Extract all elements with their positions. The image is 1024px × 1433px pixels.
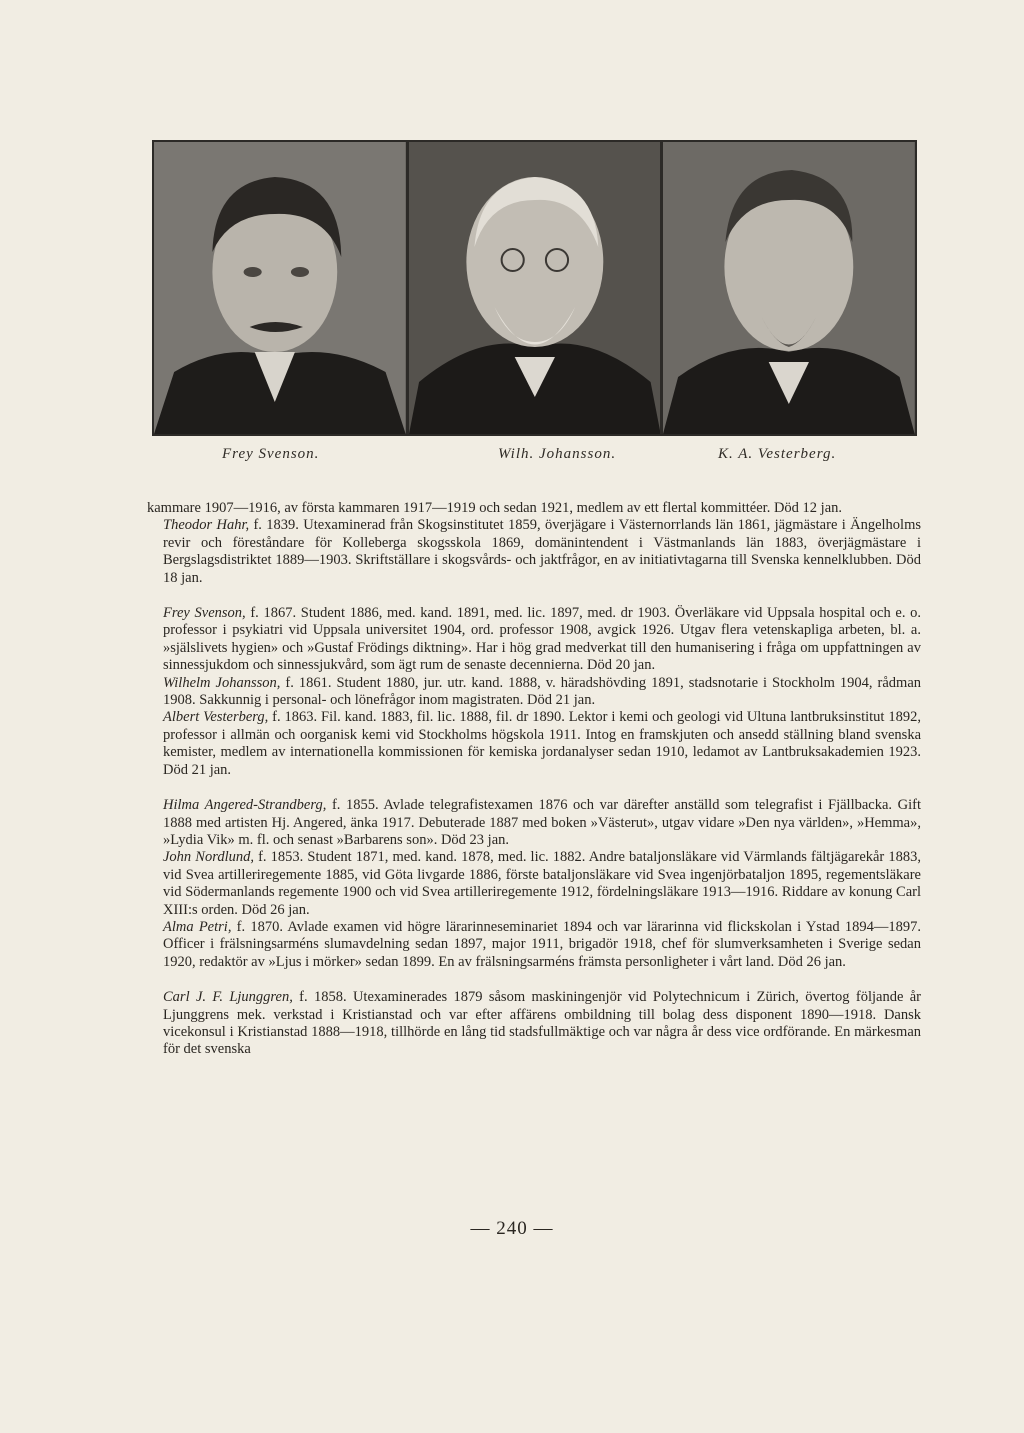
caption-johansson: Wilh. Johansson.	[498, 446, 617, 462]
entry-svenson	[163, 605, 921, 675]
entry-text: f. 1858. Utexaminerades 1879 såsom maskiningenjör vid Polytechnicum i Zürich, övertog följande år Ljunggrens mek. verkstad i Kristianstad och var efter affärens ombildning till bolag dess disponent 1890—1918. Dansk vicekonsul i Kristianstad 1888—1918, tillhörde en lång tid stadsfullmäktige och var några år dess vice ordförande. En märkesman för det svenska	[163, 989, 921, 1058]
caption-vesterberg: K. A. Vesterberg.	[718, 446, 837, 462]
spacer	[163, 971, 921, 989]
entry-name: Wilhelm Johansson,	[163, 674, 281, 691]
entry-text: f. 1839. Utexaminerad från Skogsinstitutet 1859, överjägare i Västernorrlands län 1861, jägmästare i Ängelholms revir och föreståndare för Kolleberga skogsskola 1869, domänintendent i Västmanlands län 1883, överjägmästare i Bergslagsdistriktet 1889—1903. Skriftställare i skogsvårds- och jaktfrågor, en av initiativtagarna till Svenska kennelklubben. Död 18 jan.	[163, 517, 921, 586]
portrait-strip	[152, 140, 917, 436]
entry-nordlund	[163, 849, 921, 919]
entry-text: f. 1855. Avlade telegrafistexamen 1876 och var därefter anställd som telegrafist i Fjällbacka. Gift 1888 med artisten Hj. Angered, änka 1917. Debuterade 1887 med boken »Västerut», utgav vidare »Den nya världen», »Hemma», »Lydia Vik» m. fl. och senast »Barbarens son». Död 23 jan.	[163, 797, 921, 848]
entry-johansson	[163, 675, 921, 710]
portrait-captions	[152, 446, 917, 472]
entry-ljunggren	[163, 989, 921, 1059]
entry-text: f. 1867. Student 1886, med. kand. 1891, med. lic. 1897, med. dr 1903. Överläkare vid Uppsala hospital och e. o. professor i psykiatri vid Uppsala universitet 1904, ord. professor 1908, avgick 1926. Utgav flera vetenskapliga arbeten, bl. a. »själslivets hygien» och »Gustaf Frödings diktning». Har i hög grad medverkat till den humanisering i fråga om uppfattningen av sinnessjukdom och sinnessjukvård, som ägt rum de senaste decennierna. Död 20 jan.	[163, 605, 921, 674]
entry-name: Theodor Hahr,	[163, 517, 250, 534]
entry-text: f. 1863. Fil. kand. 1883, fil. lic. 1888, fil. dr 1890. Lektor i kemi och geologi vid Ultuna lantbruksinstitut 1892, professor i allmän och oorganisk kemi vid Stockholms högskola 1911. Intog en framskjuten och ansedd ställning bland svenska kemister, medlem av internationella kommissionen för kemiska jordanalyser sedan 1910, ledamot av Lantbruksakademien 1923. Död 21 jan.	[163, 709, 921, 778]
entry-name: Carl J. F. Ljunggren,	[163, 989, 293, 1006]
paragraph-continuation	[147, 500, 921, 517]
entry-petri	[163, 919, 921, 971]
page-number: — 240 —	[470, 1218, 554, 1239]
entry-text: f. 1870. Avlade examen vid högre lärarinneseminariet 1894 och var lärarinna vid flickskolan i Ystad 1894—1897. Officer i frälsningsarméns slumavdelning sedan 1897, major 1911, brigadör 1918, chef för slumverksamheten i Sverige sedan 1920, redaktör av »Ljus i mörker» sedan 1899. En av frälsningsarméns främsta personligheter i vårt land. Död 26 jan.	[163, 918, 921, 970]
spacer	[163, 779, 921, 797]
portrait-photo-johansson	[409, 142, 661, 434]
entry-text: f. 1861. Student 1880, jur. utr. kand. 1888, v. häradshövding 1891, stadsnotarie i Stockholm 1904, rådman 1908. Sakkunnig i personal- och lönefrågor inom magistraten. Död 21 jan.	[163, 674, 922, 709]
entry-hahr	[163, 517, 921, 587]
entry-name: Alma Petri,	[163, 918, 232, 935]
entry-name: Hilma Angered-Strandberg,	[163, 797, 327, 814]
portrait-photo-svenson	[154, 142, 406, 434]
entry-text: f. 1853. Student 1871, med. kand. 1878, med. lic. 1882. Andre bataljonsläkare vid Värmlands fältjägarekår 1883, vid Svea artilleriregemente 1885, vid Göta livgarde 1886, förste bataljonsläkare vid Svea ingenjörbataljon 1895, regementsläkare vid Södermanlands regemente 1900 och vid Svea artilleriregemente 1912, fördelningsläkare 1913—1916. Riddare av konung Carl XIII:s orden. Död 26 jan.	[163, 849, 921, 918]
entry-name: Albert Vesterberg,	[163, 709, 269, 726]
obituary-text	[147, 500, 922, 1059]
paragraph-text: kammare 1907—1916, av första kammaren 1917—1919 och sedan 1921, medlem av ett flertal kommittéer. Död 12 jan.	[147, 500, 843, 516]
caption-svenson: Frey Svenson.	[222, 446, 320, 462]
spacer	[163, 587, 921, 605]
entry-vesterberg	[163, 709, 921, 779]
entry-name: John Nordlund,	[163, 849, 254, 866]
entry-angered-strandberg	[163, 797, 921, 849]
entry-name: Frey Svenson,	[163, 605, 246, 622]
portrait-photo-vesterberg	[663, 142, 915, 434]
